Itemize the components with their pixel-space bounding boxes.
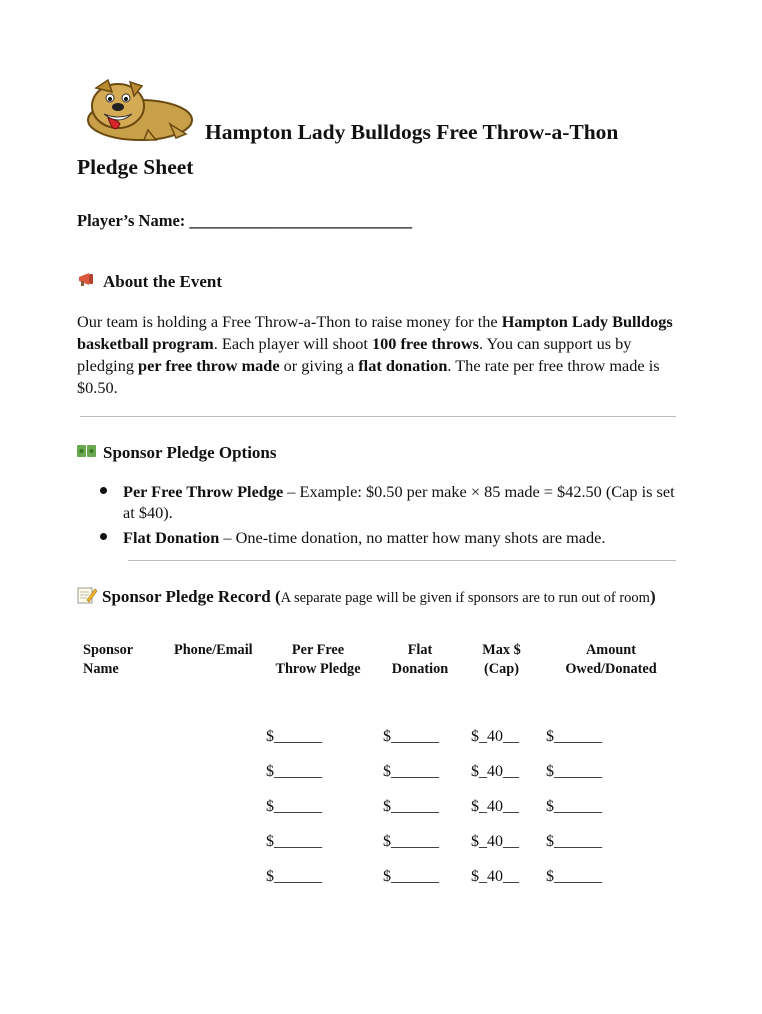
pledge-field[interactable]: $______: [266, 728, 322, 745]
list-item: Flat Donation – One-time donation, no matter how many shots are made.: [100, 527, 680, 548]
page-subtitle: Pledge Sheet: [77, 155, 194, 179]
pledge-field[interactable]: $______: [266, 868, 322, 885]
bullet-dot: [100, 487, 107, 494]
pledge-field[interactable]: $______: [266, 763, 322, 780]
memo-icon: [77, 586, 97, 610]
bulldog-mascot-logo: [78, 74, 198, 144]
megaphone-icon: [77, 271, 97, 292]
pledge-field[interactable]: $______: [266, 798, 322, 815]
record-heading: Sponsor Pledge Record (A separate page will be given if sponsors are to run out of room): [77, 586, 677, 610]
col-header-phone-email: Phone/Email: [174, 642, 253, 658]
flat-donation-field[interactable]: $______: [383, 798, 439, 815]
max-cap-field[interactable]: $_40__: [471, 868, 519, 885]
amount-field[interactable]: $______: [546, 833, 602, 850]
about-paragraph: Our team is holding a Free Throw-a-Thon to raise money for the Hampton Lady Bulldogs basketball program. Each player will shoot 100 free throws. You can support us by pledging per free throw made or giving a flat donation. The rate per free throw made is $0.50.: [77, 312, 673, 397]
bullet-dot: [100, 533, 107, 540]
pledge-options-list: [100, 481, 680, 552]
flat-donation-field[interactable]: $______: [383, 763, 439, 780]
amount-field[interactable]: $______: [546, 763, 602, 780]
flat-donation-field[interactable]: $______: [383, 833, 439, 850]
col-header-amount: Amount Owed/Donated: [565, 642, 657, 677]
flat-donation-field[interactable]: $______: [383, 728, 439, 745]
col-header-per-free-throw: Per Free Throw Pledge: [275, 642, 361, 677]
money-icon: [77, 443, 97, 463]
max-cap-field[interactable]: $_40__: [471, 798, 519, 815]
section-divider: [128, 560, 676, 561]
max-cap-field[interactable]: $_40__: [471, 763, 519, 780]
options-heading: Sponsor Pledge Options: [77, 443, 277, 463]
page-title: Hampton Lady Bulldogs Free Throw-a-Thon: [205, 120, 619, 144]
section-divider: [80, 416, 676, 417]
max-cap-field[interactable]: $_40__: [471, 728, 519, 745]
player-name-line[interactable]: Player’s Name: ___________________________: [77, 211, 413, 230]
pledge-field[interactable]: $______: [266, 833, 322, 850]
flat-donation-field[interactable]: $______: [383, 868, 439, 885]
col-header-sponsor-name: Sponsor Name: [83, 642, 134, 677]
amount-field[interactable]: $______: [546, 798, 602, 815]
amount-field[interactable]: $______: [546, 868, 602, 885]
about-heading: About the Event: [77, 271, 222, 292]
col-header-max-cap: Max $ (Cap): [482, 642, 521, 677]
max-cap-field[interactable]: $_40__: [471, 833, 519, 850]
list-item: Per Free Throw Pledge – Example: $0.50 per make × 85 made = $42.50 (Cap is set at $40).: [100, 481, 680, 523]
amount-field[interactable]: $______: [546, 728, 602, 745]
col-header-flat-donation: Flat Donation: [391, 642, 449, 677]
